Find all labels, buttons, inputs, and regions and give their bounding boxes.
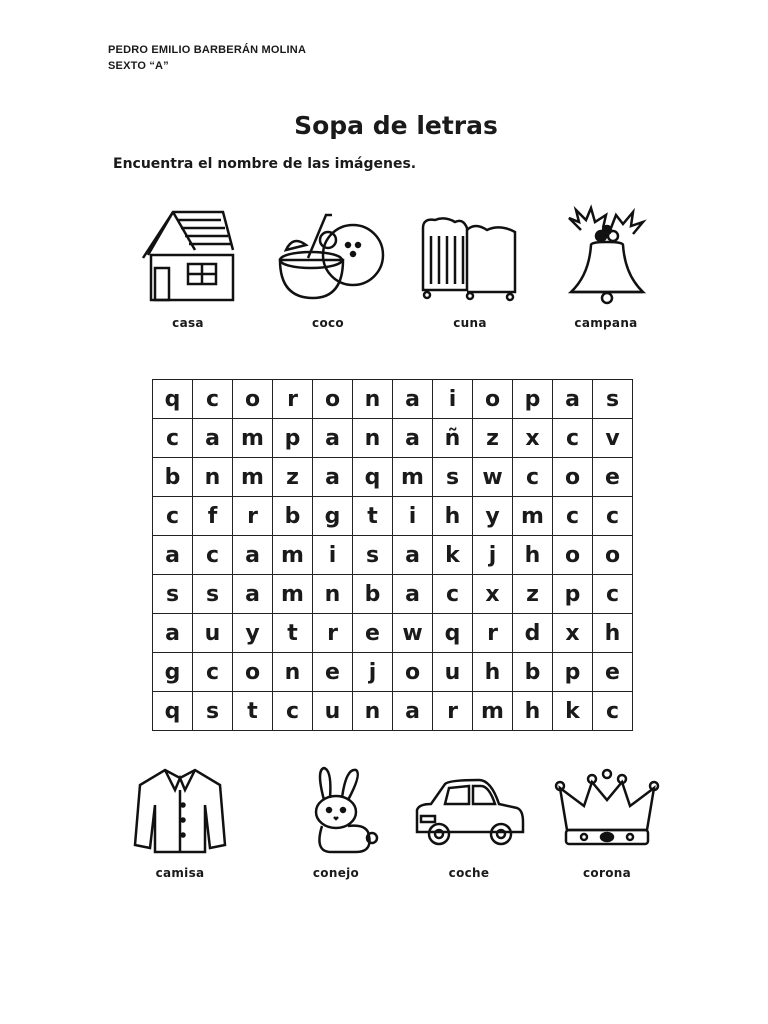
page-title: Sopa de letras (294, 111, 498, 140)
grid-cell[interactable]: x (553, 614, 593, 653)
grid-cell[interactable]: w (473, 458, 513, 497)
grid-cell[interactable]: m (473, 692, 513, 731)
grid-cell[interactable]: s (593, 380, 633, 419)
grid-cell[interactable]: g (153, 653, 193, 692)
grid-cell[interactable]: p (273, 419, 313, 458)
grid-cell[interactable]: o (553, 536, 593, 575)
image-card (537, 760, 677, 880)
grid-cell[interactable]: m (233, 419, 273, 458)
grid-cell[interactable]: r (233, 497, 273, 536)
grid-cell[interactable]: c (273, 692, 313, 731)
grid-cell[interactable]: p (553, 575, 593, 614)
grid-cell[interactable]: y (233, 614, 273, 653)
grid-cell[interactable]: a (153, 614, 193, 653)
image-label: coco (312, 316, 344, 330)
grid-cell[interactable]: c (553, 497, 593, 536)
grid-cell[interactable]: q (353, 458, 393, 497)
grid-row (153, 692, 633, 731)
grid-cell[interactable]: q (433, 614, 473, 653)
grid-cell[interactable]: m (513, 497, 553, 536)
student-name: PEDRO EMILIO BARBERÁN MOLINA (108, 44, 307, 56)
grid-cell[interactable]: h (513, 536, 553, 575)
grid-cell[interactable]: w (393, 614, 433, 653)
grid-cell[interactable]: a (553, 380, 593, 419)
grid-cell[interactable]: n (353, 692, 393, 731)
word-search-grid (152, 379, 633, 731)
grid-cell[interactable]: g (313, 497, 353, 536)
grid-cell[interactable]: e (313, 653, 353, 692)
image-card (258, 200, 398, 330)
image-label: casa (172, 316, 204, 330)
grid-cell[interactable]: o (593, 536, 633, 575)
grid-cell[interactable]: a (313, 419, 353, 458)
image-card (118, 200, 258, 330)
image-card (110, 760, 250, 880)
grid-row (153, 575, 633, 614)
grid-cell[interactable]: n (353, 380, 393, 419)
grid-cell[interactable]: h (513, 692, 553, 731)
grid-cell[interactable]: a (233, 536, 273, 575)
grid-cell[interactable]: f (193, 497, 233, 536)
grid-cell[interactable]: t (353, 497, 393, 536)
grid-cell[interactable]: b (513, 653, 553, 692)
grid-cell[interactable]: a (393, 419, 433, 458)
grid-cell[interactable]: c (513, 458, 553, 497)
image-label: conejo (312, 866, 360, 880)
car-icon (409, 760, 529, 860)
shirt-icon (125, 760, 235, 860)
grid-cell[interactable]: q (153, 692, 193, 731)
grid-cell[interactable]: u (313, 692, 353, 731)
grid-cell[interactable]: r (313, 614, 353, 653)
grid-cell[interactable]: c (153, 419, 193, 458)
grid-cell[interactable]: ñ (433, 419, 473, 458)
grid-row (153, 419, 633, 458)
grid-cell[interactable]: c (193, 380, 233, 419)
image-label: corona (583, 866, 631, 880)
grid-cell[interactable]: i (313, 536, 353, 575)
image-card (399, 760, 539, 880)
grid-cell[interactable]: t (273, 614, 313, 653)
grid-cell[interactable]: c (593, 497, 633, 536)
grid-cell[interactable]: o (473, 380, 513, 419)
crib-icon (415, 200, 525, 310)
grid-cell[interactable]: e (593, 458, 633, 497)
grid-row (153, 380, 633, 419)
grid-cell[interactable]: m (233, 458, 273, 497)
grid-cell[interactable]: o (393, 653, 433, 692)
grid-cell[interactable]: h (433, 497, 473, 536)
grid-cell[interactable]: a (393, 536, 433, 575)
crown-icon (552, 760, 662, 860)
rabbit-icon (286, 760, 386, 860)
grid-cell[interactable]: e (353, 614, 393, 653)
grid-cell[interactable]: v (593, 419, 633, 458)
image-label: coche (448, 866, 490, 880)
grid-cell[interactable]: j (473, 536, 513, 575)
grid-cell[interactable]: z (273, 458, 313, 497)
grid-cell[interactable]: m (273, 575, 313, 614)
grid-cell[interactable]: b (353, 575, 393, 614)
house-icon (133, 200, 243, 310)
grid-cell[interactable]: s (153, 575, 193, 614)
grid-cell[interactable]: r (473, 614, 513, 653)
grid-cell[interactable]: n (353, 419, 393, 458)
grid-cell[interactable]: c (593, 692, 633, 731)
grid-cell[interactable]: h (593, 614, 633, 653)
grid-cell[interactable]: n (193, 458, 233, 497)
grid-cell[interactable]: c (193, 653, 233, 692)
grid-row (153, 458, 633, 497)
grid-cell[interactable]: z (513, 575, 553, 614)
grid-cell[interactable]: x (513, 419, 553, 458)
grid-cell[interactable]: o (233, 380, 273, 419)
image-label: cuna (453, 316, 487, 330)
grid-cell[interactable]: a (393, 380, 433, 419)
grid-cell[interactable]: a (153, 536, 193, 575)
grid-cell[interactable]: z (473, 419, 513, 458)
grid-cell[interactable]: m (273, 536, 313, 575)
image-card (536, 200, 676, 330)
grid-cell[interactable]: c (553, 419, 593, 458)
grid-cell[interactable]: s (353, 536, 393, 575)
image-label: campana (574, 316, 638, 330)
grid-cell[interactable]: q (153, 380, 193, 419)
image-card (266, 760, 406, 880)
grid-cell[interactable]: a (233, 575, 273, 614)
grid-cell[interactable]: d (513, 614, 553, 653)
grid-cell[interactable]: y (473, 497, 513, 536)
grid-row (153, 497, 633, 536)
grid-cell[interactable]: a (393, 692, 433, 731)
grid-cell[interactable]: c (433, 575, 473, 614)
grid-cell[interactable]: u (193, 614, 233, 653)
grid-cell[interactable]: p (513, 380, 553, 419)
grid-cell[interactable]: k (433, 536, 473, 575)
grid-cell[interactable]: r (273, 380, 313, 419)
grid-cell[interactable]: u (433, 653, 473, 692)
grid-cell[interactable]: s (193, 575, 233, 614)
grid-cell[interactable]: r (433, 692, 473, 731)
grid-cell[interactable]: a (393, 575, 433, 614)
student-grade: SEXTO “A” (108, 60, 169, 72)
grid-cell[interactable]: i (433, 380, 473, 419)
grid-cell[interactable]: e (593, 653, 633, 692)
grid-cell[interactable]: c (593, 575, 633, 614)
grid-row (153, 653, 633, 692)
image-label: camisa (155, 866, 205, 880)
grid-cell[interactable]: k (553, 692, 593, 731)
grid-cell[interactable]: o (553, 458, 593, 497)
instructions: Encuentra el nombre de las imágenes. (113, 156, 417, 172)
image-card (400, 200, 540, 330)
grid-cell[interactable]: o (313, 380, 353, 419)
grid-row (153, 614, 633, 653)
grid-cell[interactable]: a (313, 458, 353, 497)
grid-cell[interactable]: a (193, 419, 233, 458)
grid-cell[interactable]: h (473, 653, 513, 692)
grid-cell[interactable]: n (273, 653, 313, 692)
grid-cell[interactable]: s (193, 692, 233, 731)
grid-cell[interactable]: j (353, 653, 393, 692)
coconut-icon (268, 200, 388, 310)
grid-row (153, 536, 633, 575)
grid-cell[interactable]: p (553, 653, 593, 692)
grid-cell[interactable]: c (193, 536, 233, 575)
grid-cell[interactable]: t (233, 692, 273, 731)
grid-cell[interactable]: i (393, 497, 433, 536)
student-header (108, 42, 306, 74)
grid-cell[interactable]: m (393, 458, 433, 497)
grid-cell[interactable]: o (233, 653, 273, 692)
grid-cell[interactable]: n (313, 575, 353, 614)
grid-cell[interactable]: x (473, 575, 513, 614)
grid-cell[interactable]: s (433, 458, 473, 497)
grid-cell[interactable]: b (273, 497, 313, 536)
grid-cell[interactable]: b (153, 458, 193, 497)
grid-cell[interactable]: c (153, 497, 193, 536)
bell-icon (551, 200, 661, 310)
